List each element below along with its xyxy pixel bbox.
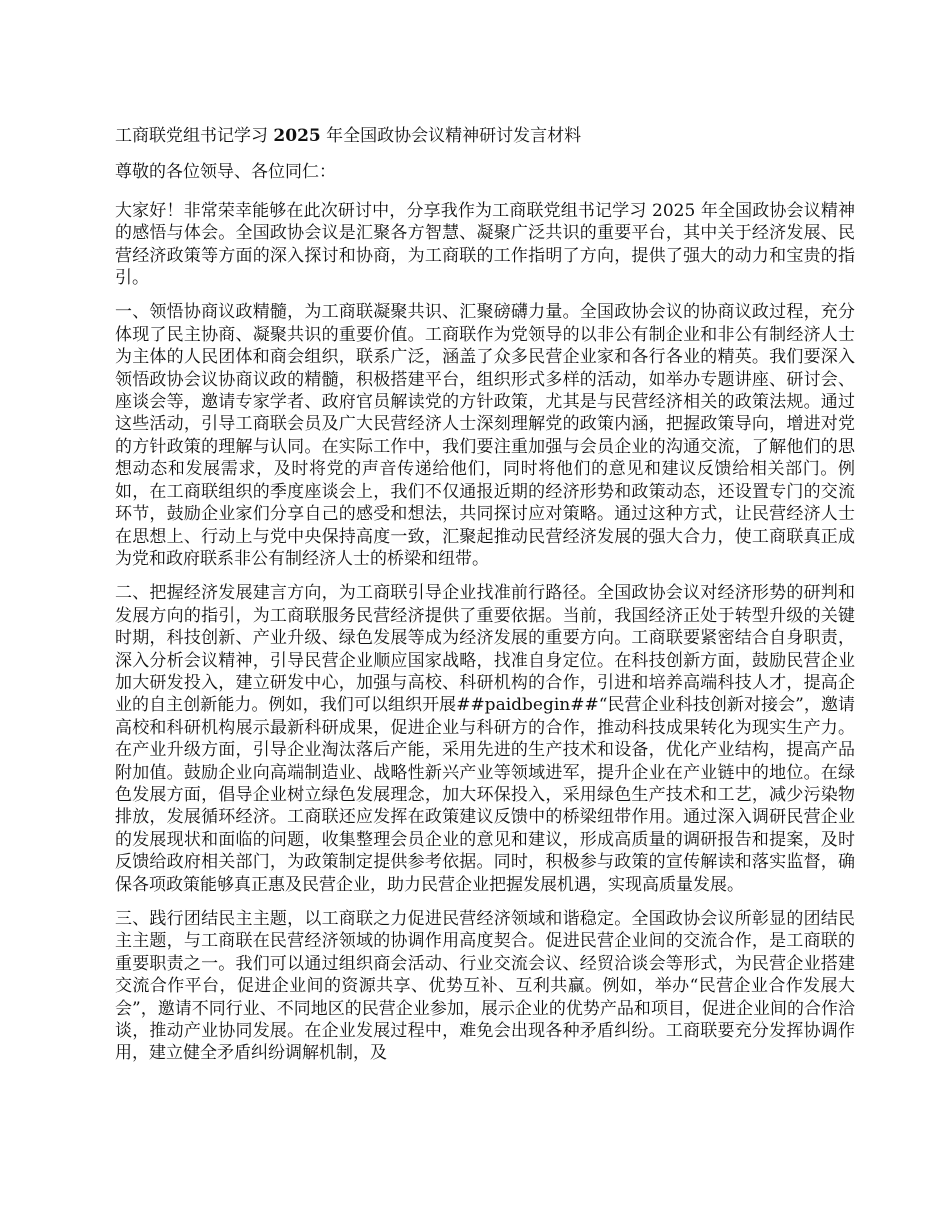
salutation: 尊敬的各位领导、各位同仁：: [115, 162, 336, 183]
document-page: [115, 125, 855, 1077]
paragraph-section-1: 一、领悟协商议政精髓，为工商联凝聚共识、汇聚磅礴力量。全国政协会议的协商议政过程，充分体现了民主协商、凝聚共识的重要价值。工商联作为党领导的以非公有制企业和非公有制经济人士为主体的人民团体和商会组织，联系广泛，涵盖了众多民营企业家和各行各业的精英。我们要深入领悟政协会议协商议政的精髓，积极搭建平台，组织形式多样的活动，如举办专题讲座、研讨会、座谈会等，邀请专家学者、政府官员解读党的方针政策，尤其是与民营经济相关的政策法规。通过这些活动，引导工商联会员及广大民营经济人士深刻理解党的政策内涵，把握政策导向，增进对党的方针政策的理解与认同。在实际工作中，我们要注重加强与会员企业的沟通交流，了解他们的思想动态和发展需求，及时将党的声音传递给他们，同时将他们的意见和建议反馈给相关部门。例如，在工商联组织的季度座谈会上，我们不仅通报近期的经济形势和政策动态，还设置专门的交流环节，鼓励企业家们分享自己的感受和想法，共同探讨应对策略。通过这种方式，让民营经济人士在思想上、行动上与党中央保持高度一致，汇聚起推动民营经济发展的强大合力，使工商联真正成为党和政府联系非公有制经济人士的桥梁和纽带。: [115, 302, 855, 569]
title-year: 2025: [273, 126, 321, 146]
document-title: [115, 125, 855, 147]
title-prefix: 工商联党组书记学习: [115, 126, 268, 146]
title-suffix: 年全国政协会议精神研讨发言材料: [326, 126, 582, 146]
paragraph-section-3: 三、践行团结民主主题，以工商联之力促进民营经济领域和谐稳定。全国政协会议所彰显的团结民主主题，与工商联在民营经济领域的协调作用高度契合。促进民营企业间的交流合作，是工商联的重要职责之一。我们可以通过组织商会活动、行业交流会议、经贸洽谈会等形式，为民营企业搭建交流合作平台，促进企业间的资源共享、优势互补、互利共赢。例如，举办“民营企业合作发展大会”，邀请不同行业、不同地区的民营企业参加，展示企业的优势产品和项目，促进企业间的合作洽谈，推动产业协同发展。在企业发展过程中，难免会出现各种矛盾纠纷。工商联要充分发挥协调作用，建立健全矛盾纠纷调解机制，及: [115, 909, 855, 1064]
paragraph-intro: 大家好！非常荣幸能够在此次研讨中，分享我作为工商联党组书记学习 2025 年全国政协会议精神的感悟与体会。全国政协会议是汇聚各方智慧、凝聚广泛共识的重要平台，其中关于经济发展、民营经济政策等方面的深入探讨和协商，为工商联的工作指明了方向，提供了强大的动力和宝贵的指引。: [115, 200, 855, 289]
paragraph-section-2: 二、把握经济发展建言方向，为工商联引导企业找准前行路径。全国政协会议对经济形势的研判和发展方向的指引，为工商联服务民营经济提供了重要依据。当前，我国经济正处于转型升级的关键时期，科技创新、产业升级、绿色发展等成为经济发展的重要方向。工商联要紧密结合自身职责，深入分析会议精神，引导民营企业顺应国家战略，找准自身定位。在科技创新方面，鼓励民营企业加大研发投入，建立研发中心，加强与高校、科研机构的合作，引进和培养高端科技人才，提高企业的自主创新能力。例如，我们可以组织开展##paidbegin##“民营企业科技创新对接会”，邀请高校和科研机构展示最新科研成果，促进企业与科研方的合作，推动科技成果转化为现实生产力。在产业升级方面，引导企业淘汰落后产能，采用先进的生产技术和设备，优化产业结构，提高产品附加值。鼓励企业向高端制造业、战略性新兴产业等领域进军，提升企业在产业链中的地位。在绿色发展方面，倡导企业树立绿色发展理念，加大环保投入，采用绿色生产技术和工艺，减少污染物排放，发展循环经济。工商联还应发挥在政策建议反馈中的桥梁纽带作用。通过深入调研民营企业的发展现状和面临的问题，收集整理会员企业的意见和建议，形成高质量的调研报告和提案，及时反馈给政府相关部门，为政策制定提供参考依据。同时，积极参与政策的宣传解读和落实监督，确保各项政策能够真正惠及民营企业，助力民营企业把握发展机遇，实现高质量发展。: [115, 583, 855, 895]
